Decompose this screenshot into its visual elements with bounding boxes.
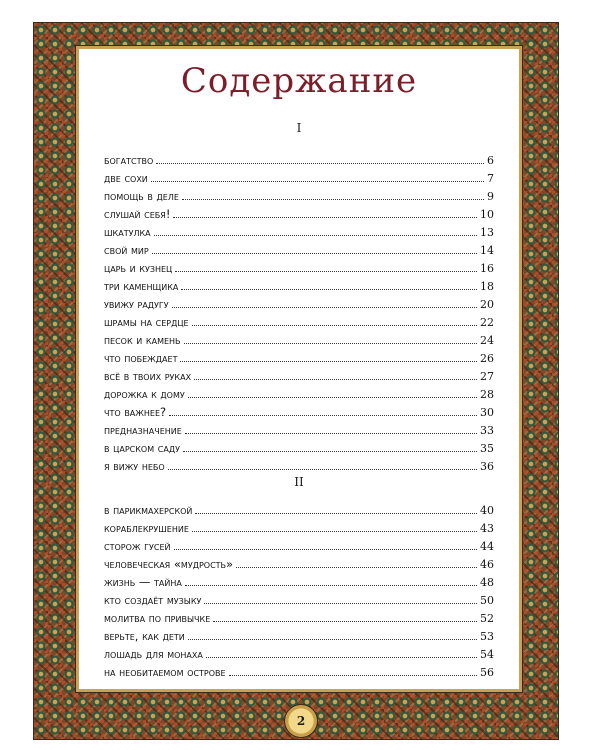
toc-list-section-1 bbox=[104, 153, 494, 477]
toc-entry-page: 50 bbox=[480, 594, 494, 607]
toc-entry bbox=[104, 279, 494, 297]
toc-entry-title: лошадь для монаха bbox=[104, 647, 203, 661]
toc-entry-title: человеческая «мудрость» bbox=[104, 557, 234, 571]
toc-dot-leader bbox=[195, 512, 477, 514]
toc-entry bbox=[104, 153, 494, 171]
toc-entry-page: 53 bbox=[480, 630, 494, 643]
toc-dot-leader bbox=[182, 198, 484, 200]
toc-entry-title: слушай себя! bbox=[104, 207, 171, 221]
toc-dot-leader bbox=[169, 414, 477, 416]
toc-entry bbox=[104, 171, 494, 189]
toc-dot-leader bbox=[185, 432, 477, 434]
toc-entry-page: 9 bbox=[487, 190, 494, 203]
toc-entry-title: увижу радугу bbox=[104, 297, 169, 311]
toc-list-section-2 bbox=[104, 503, 494, 683]
toc-dot-leader bbox=[175, 270, 477, 272]
toc-entry bbox=[104, 665, 494, 683]
section-numeral-2: II bbox=[294, 475, 304, 489]
toc-dot-leader bbox=[213, 620, 477, 622]
toc-dot-leader bbox=[172, 306, 477, 308]
toc-dot-leader bbox=[194, 378, 477, 380]
toc-dot-leader bbox=[229, 674, 477, 676]
toc-entry-title: что важнее? bbox=[104, 405, 167, 419]
toc-dot-leader bbox=[181, 288, 477, 290]
toc-entry bbox=[104, 423, 494, 441]
toc-entry bbox=[104, 387, 494, 405]
toc-entry-page: 43 bbox=[480, 522, 494, 535]
toc-entry-title: богатство bbox=[104, 153, 154, 167]
toc-entry bbox=[104, 405, 494, 423]
toc-dot-leader bbox=[236, 566, 477, 568]
toc-entry bbox=[104, 351, 494, 369]
toc-entry-page: 18 bbox=[480, 280, 494, 293]
toc-entry-page: 16 bbox=[480, 262, 494, 275]
toc-dot-leader bbox=[192, 324, 477, 326]
page-title: Содержание bbox=[180, 61, 418, 101]
toc-entry bbox=[104, 503, 494, 521]
toc-entry-title: шкатулка bbox=[104, 225, 151, 239]
toc-entry-page: 56 bbox=[480, 666, 494, 679]
toc-dot-leader bbox=[154, 234, 477, 236]
toc-entry-title: шрамы на сердце bbox=[104, 315, 189, 329]
toc-entry-title: кто создаёт музыку bbox=[104, 593, 202, 607]
toc-entry-page: 52 bbox=[480, 612, 494, 625]
section-numeral-1: I bbox=[296, 121, 302, 135]
toc-entry-title: помощь в деле bbox=[104, 189, 179, 203]
content-area bbox=[79, 49, 519, 689]
toc-entry bbox=[104, 611, 494, 629]
toc-entry bbox=[104, 189, 494, 207]
toc-entry bbox=[104, 539, 494, 557]
toc-dot-leader bbox=[174, 548, 477, 550]
toc-dot-leader bbox=[204, 602, 477, 604]
toc-entry-page: 14 bbox=[480, 244, 494, 257]
toc-dot-leader bbox=[206, 656, 477, 658]
toc-entry bbox=[104, 297, 494, 315]
toc-entry-title: в парикмахерской bbox=[104, 503, 193, 517]
toc-entry-page: 10 bbox=[480, 208, 494, 221]
toc-entry-title: что побеждает bbox=[104, 351, 178, 365]
toc-entry-title: в царском саду bbox=[104, 441, 180, 455]
toc-entry bbox=[104, 333, 494, 351]
toc-entry bbox=[104, 315, 494, 333]
toc-entry-page: 35 bbox=[480, 442, 494, 455]
toc-entry-page: 13 bbox=[480, 226, 494, 239]
toc-entry bbox=[104, 369, 494, 387]
toc-entry-title: всё в твоих руках bbox=[104, 369, 192, 383]
toc-dot-leader bbox=[168, 468, 477, 470]
toc-entry-page: 26 bbox=[480, 352, 494, 365]
toc-entry-page: 48 bbox=[480, 576, 494, 589]
toc-entry-title: на необитаемом острове bbox=[104, 665, 226, 679]
toc-entry-title: предназначение bbox=[104, 423, 182, 437]
page-number-badge: 2 bbox=[284, 704, 318, 738]
toc-dot-leader bbox=[184, 342, 477, 344]
toc-entry-title: верьте, как дети bbox=[104, 629, 185, 643]
toc-dot-leader bbox=[156, 162, 484, 164]
toc-entry-title: сторож гусей bbox=[104, 539, 171, 553]
toc-entry bbox=[104, 261, 494, 279]
toc-entry bbox=[104, 629, 494, 647]
toc-entry-title: свой мир bbox=[104, 243, 149, 257]
toc-entry-title: жизнь — тайна bbox=[104, 575, 182, 589]
toc-entry bbox=[104, 593, 494, 611]
toc-entry-title: царь и кузнец bbox=[104, 261, 173, 275]
toc-dot-leader bbox=[180, 360, 477, 362]
toc-entry-page: 6 bbox=[487, 154, 494, 167]
toc-entry-page: 28 bbox=[480, 388, 494, 401]
toc-entry-title: песок и камень bbox=[104, 333, 181, 347]
toc-entry-page: 22 bbox=[480, 316, 494, 329]
toc-entry bbox=[104, 207, 494, 225]
toc-dot-leader bbox=[188, 396, 477, 398]
toc-dot-leader bbox=[152, 252, 477, 254]
toc-entry-page: 44 bbox=[480, 540, 494, 553]
toc-entry-page: 30 bbox=[480, 406, 494, 419]
toc-dot-leader bbox=[173, 216, 477, 218]
toc-entry bbox=[104, 557, 494, 575]
toc-entry bbox=[104, 575, 494, 593]
toc-entry-title: две сохи bbox=[104, 171, 148, 185]
toc-entry-page: 54 bbox=[480, 648, 494, 661]
toc-entry bbox=[104, 243, 494, 261]
toc-entry-title: молитва по привычке bbox=[104, 611, 211, 625]
toc-dot-leader bbox=[188, 638, 477, 640]
toc-entry bbox=[104, 225, 494, 243]
toc-entry-page: 24 bbox=[480, 334, 494, 347]
toc-entry-title: три каменщика bbox=[104, 279, 179, 293]
toc-entry bbox=[104, 521, 494, 539]
toc-entry-page: 46 bbox=[480, 558, 494, 571]
toc-entry-title: кораблекрушение bbox=[104, 521, 189, 535]
toc-entry-page: 36 bbox=[480, 460, 494, 473]
toc-entry-title: дорожка к дому bbox=[104, 387, 185, 401]
toc-entry-page: 7 bbox=[487, 172, 494, 185]
toc-entry-page: 20 bbox=[480, 298, 494, 311]
toc-dot-leader bbox=[185, 584, 477, 586]
toc-dot-leader bbox=[151, 180, 484, 182]
toc-entry-page: 40 bbox=[480, 504, 494, 517]
toc-entry-page: 27 bbox=[480, 370, 494, 383]
toc-entry bbox=[104, 441, 494, 459]
toc-entry-title: я вижу небо bbox=[104, 459, 165, 473]
toc-dot-leader bbox=[192, 530, 477, 532]
toc-entry bbox=[104, 647, 494, 665]
toc-entry-page: 33 bbox=[480, 424, 494, 437]
toc-dot-leader bbox=[183, 450, 477, 452]
